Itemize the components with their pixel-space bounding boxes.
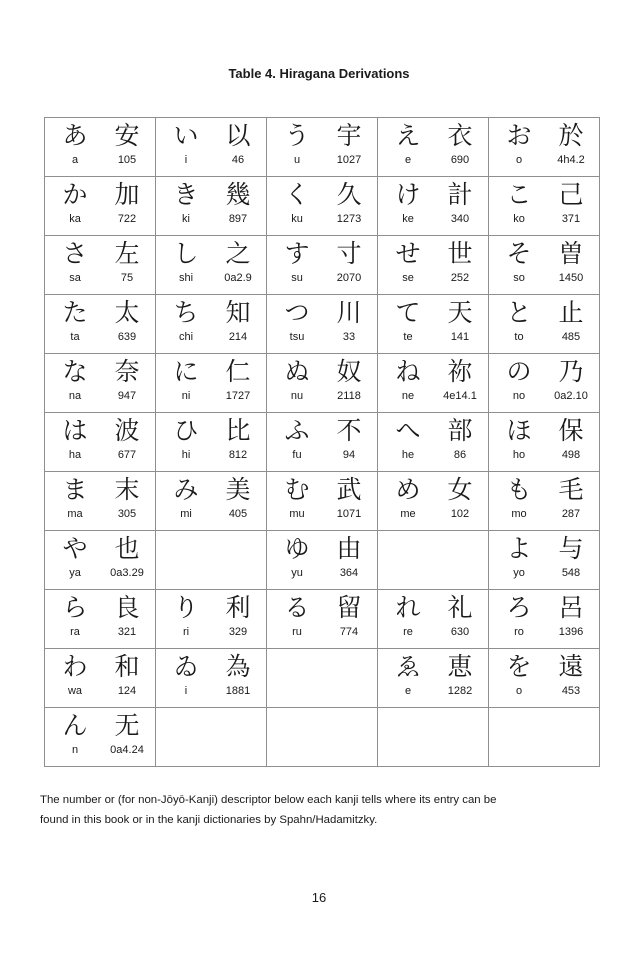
hiragana-character: そ — [506, 239, 532, 268]
romaji-label: nu — [290, 390, 304, 402]
kanji-reference: 102 — [450, 508, 470, 520]
source-kanji: 利 — [225, 593, 251, 622]
source-kanji: 祢 — [447, 357, 473, 386]
hiragana-character: ま — [62, 475, 88, 504]
hiragana-character: あ — [62, 121, 88, 150]
romaji-label: mu — [289, 508, 305, 520]
kana-cell — [267, 531, 378, 590]
source-kanji: 止 — [558, 298, 584, 327]
kana-cell — [45, 649, 156, 708]
kanji-reference: 1027 — [336, 154, 362, 166]
hiragana-character: ね — [395, 357, 421, 386]
kana-cell — [267, 177, 378, 236]
source-kanji: 和 — [114, 652, 140, 681]
kanji-reference: 690 — [450, 154, 470, 166]
romaji-label: ne — [401, 390, 415, 402]
kana-cell — [378, 177, 489, 236]
kana-cell — [156, 118, 267, 177]
empty-cell — [489, 708, 600, 767]
hiragana-character: ぬ — [284, 357, 310, 386]
source-kanji: 安 — [114, 121, 140, 150]
kanji-reference: 252 — [450, 272, 470, 284]
source-kanji: 加 — [114, 180, 140, 209]
romaji-label: ha — [68, 449, 82, 461]
romaji-label: mi — [180, 508, 192, 520]
kanji-reference: 33 — [342, 331, 356, 343]
source-kanji: 末 — [114, 475, 140, 504]
hiragana-character: ち — [173, 298, 199, 327]
hiragana-character: ふ — [284, 416, 310, 445]
kana-cell — [378, 590, 489, 649]
kana-cell — [378, 295, 489, 354]
romaji-label: ro — [514, 626, 524, 638]
kanji-reference: 1071 — [336, 508, 362, 520]
romaji-label: ta — [70, 331, 80, 343]
kana-cell — [489, 177, 600, 236]
hiragana-character: す — [284, 239, 310, 268]
hiragana-character: ろ — [506, 593, 532, 622]
empty-cell — [378, 531, 489, 590]
table-row — [45, 649, 600, 708]
source-kanji: 无 — [114, 711, 140, 740]
hiragana-character: い — [173, 121, 199, 150]
hiragana-derivations-table — [44, 117, 600, 767]
kana-cell — [45, 472, 156, 531]
kana-cell — [489, 295, 600, 354]
empty-cell — [267, 649, 378, 708]
romaji-label: e — [404, 685, 412, 697]
page-number: 16 — [311, 890, 327, 905]
kanji-reference: 947 — [117, 390, 137, 402]
kanji-reference: 812 — [228, 449, 248, 461]
empty-cell — [156, 531, 267, 590]
romaji-label: to — [514, 331, 524, 343]
hiragana-character: み — [173, 475, 199, 504]
romaji-label: ya — [69, 567, 81, 579]
romaji-label: su — [291, 272, 303, 284]
hiragana-character: り — [173, 593, 199, 622]
kanji-reference: 364 — [339, 567, 359, 579]
romaji-label: u — [293, 154, 301, 166]
kanji-reference: 677 — [117, 449, 137, 461]
source-kanji: 也 — [114, 534, 140, 563]
kanji-reference: 340 — [450, 213, 470, 225]
romaji-label: wa — [67, 685, 83, 697]
romaji-label: o — [515, 154, 523, 166]
source-kanji: 女 — [447, 475, 473, 504]
romaji-label: ku — [291, 213, 303, 225]
kana-cell — [156, 472, 267, 531]
kanji-reference: 105 — [117, 154, 137, 166]
empty-cell — [156, 708, 267, 767]
source-kanji: 曽 — [558, 239, 584, 268]
romaji-label: ki — [182, 213, 190, 225]
kanji-reference: 1881 — [225, 685, 251, 697]
source-kanji: 川 — [336, 298, 362, 327]
romaji-label: se — [402, 272, 414, 284]
kana-cell — [156, 413, 267, 472]
hiragana-character: な — [62, 357, 88, 386]
empty-cell — [267, 708, 378, 767]
kana-cell — [156, 649, 267, 708]
romaji-label: fu — [292, 449, 302, 461]
table-row — [45, 354, 600, 413]
kana-cell — [267, 472, 378, 531]
table-row — [45, 472, 600, 531]
kanji-reference: 405 — [228, 508, 248, 520]
kana-cell — [45, 531, 156, 590]
hiragana-character: し — [173, 239, 199, 268]
kanji-reference: 86 — [453, 449, 467, 461]
kanji-reference: 548 — [561, 567, 581, 579]
romaji-label: tsu — [289, 331, 305, 343]
kana-cell — [45, 295, 156, 354]
source-kanji: 波 — [114, 416, 140, 445]
kana-cell — [45, 354, 156, 413]
source-kanji: 礼 — [447, 593, 473, 622]
hiragana-character: も — [506, 475, 532, 504]
romaji-label: ri — [182, 626, 190, 638]
kanji-reference: 124 — [117, 685, 137, 697]
hiragana-character: え — [395, 121, 421, 150]
romaji-label: hi — [181, 449, 191, 461]
kanji-reference: 75 — [120, 272, 134, 284]
hiragana-character: は — [62, 416, 88, 445]
kana-cell — [45, 118, 156, 177]
kanji-reference: 305 — [117, 508, 137, 520]
kanji-reference: 0a3.29 — [110, 567, 144, 579]
romaji-label: so — [513, 272, 525, 284]
hiragana-character: お — [506, 121, 532, 150]
romaji-label: i — [184, 685, 188, 697]
romaji-label: re — [403, 626, 413, 638]
romaji-label: n — [71, 744, 79, 756]
source-kanji: 世 — [447, 239, 473, 268]
hiragana-character: ん — [62, 711, 88, 740]
kanji-reference: 214 — [228, 331, 248, 343]
hiragana-character: と — [506, 298, 532, 327]
source-kanji: 幾 — [225, 180, 251, 209]
source-kanji: 由 — [336, 534, 362, 563]
table-row — [45, 531, 600, 590]
source-kanji: 久 — [336, 180, 362, 209]
kana-cell — [45, 236, 156, 295]
kana-cell — [378, 354, 489, 413]
source-kanji: 仁 — [225, 357, 251, 386]
kana-cell — [45, 708, 156, 767]
table-row — [45, 708, 600, 767]
kana-cell — [156, 354, 267, 413]
hiragana-character: ほ — [506, 416, 532, 445]
source-kanji: 武 — [336, 475, 362, 504]
kanji-reference: 4e14.1 — [443, 390, 477, 402]
kana-cell — [489, 472, 600, 531]
hiragana-character: む — [284, 475, 310, 504]
source-kanji: 良 — [114, 593, 140, 622]
kana-cell — [489, 590, 600, 649]
kana-cell — [489, 118, 600, 177]
source-kanji: 為 — [225, 652, 251, 681]
kana-cell — [489, 413, 600, 472]
footnote-line-1: The number or (for non-Jōyō-Kanji) descriptor below each kanji tells where its entry can be — [40, 794, 497, 806]
source-kanji: 計 — [447, 180, 473, 209]
kanji-reference: 4h4.2 — [557, 154, 585, 166]
kana-cell — [267, 413, 378, 472]
kanji-reference: 0a2.9 — [224, 272, 252, 284]
hiragana-character: こ — [506, 180, 532, 209]
kanji-reference: 722 — [117, 213, 137, 225]
hiragana-character: わ — [62, 652, 88, 681]
romaji-label: a — [71, 154, 79, 166]
kanji-reference: 639 — [117, 331, 137, 343]
kanji-reference: 1396 — [558, 626, 584, 638]
kanji-reference: 1273 — [336, 213, 362, 225]
kanji-reference: 329 — [228, 626, 248, 638]
kana-cell — [489, 236, 600, 295]
source-kanji: 天 — [447, 298, 473, 327]
source-kanji: 奈 — [114, 357, 140, 386]
hiragana-character: け — [395, 180, 421, 209]
source-kanji: 比 — [225, 416, 251, 445]
table-row — [45, 413, 600, 472]
kanji-reference: 453 — [561, 685, 581, 697]
romaji-label: yo — [513, 567, 525, 579]
hiragana-character: る — [284, 593, 310, 622]
kanji-reference: 897 — [228, 213, 248, 225]
source-kanji: 奴 — [336, 357, 362, 386]
kana-cell — [45, 413, 156, 472]
source-kanji: 以 — [225, 121, 251, 150]
hiragana-character: う — [284, 121, 310, 150]
kana-cell — [45, 590, 156, 649]
romaji-label: te — [403, 331, 413, 343]
hiragana-character: て — [395, 298, 421, 327]
source-kanji: 美 — [225, 475, 251, 504]
kana-cell — [267, 354, 378, 413]
table-row — [45, 236, 600, 295]
kana-cell — [378, 118, 489, 177]
kana-cell — [489, 354, 600, 413]
kana-cell — [45, 177, 156, 236]
kanji-reference: 141 — [450, 331, 470, 343]
kanji-reference: 774 — [339, 626, 359, 638]
source-kanji: 己 — [558, 180, 584, 209]
source-kanji: 恵 — [447, 652, 473, 681]
romaji-label: ma — [67, 508, 83, 520]
kanji-reference: 46 — [231, 154, 245, 166]
kana-cell — [267, 118, 378, 177]
hiragana-character: ひ — [173, 416, 199, 445]
hiragana-character: ゐ — [173, 652, 199, 681]
kanji-reference: 321 — [117, 626, 137, 638]
romaji-label: yu — [291, 567, 303, 579]
romaji-label: ke — [402, 213, 414, 225]
table-row — [45, 590, 600, 649]
romaji-label: no — [512, 390, 526, 402]
kanji-reference: 0a2.10 — [554, 390, 588, 402]
source-kanji: 毛 — [558, 475, 584, 504]
romaji-label: he — [401, 449, 415, 461]
kanji-reference: 0a4.24 — [110, 744, 144, 756]
hiragana-character: の — [506, 357, 532, 386]
hiragana-character: ゑ — [395, 652, 421, 681]
romaji-label: o — [515, 685, 523, 697]
hiragana-character: か — [62, 180, 88, 209]
table-title: Table 4. Hiragana Derivations — [228, 66, 410, 81]
romaji-label: i — [184, 154, 188, 166]
kanji-reference: 1450 — [558, 272, 584, 284]
source-kanji: 衣 — [447, 121, 473, 150]
kana-cell — [156, 295, 267, 354]
source-kanji: 呂 — [558, 593, 584, 622]
hiragana-character: ゆ — [284, 534, 310, 563]
table-row — [45, 295, 600, 354]
kana-cell — [267, 295, 378, 354]
source-kanji: 遠 — [558, 652, 584, 681]
kanji-reference: 287 — [561, 508, 581, 520]
kanji-reference: 2070 — [336, 272, 362, 284]
romaji-label: ho — [512, 449, 526, 461]
hiragana-character: へ — [395, 416, 421, 445]
hiragana-character: や — [62, 534, 88, 563]
hiragana-character: を — [506, 652, 532, 681]
source-kanji: 知 — [225, 298, 251, 327]
source-kanji: 部 — [447, 416, 473, 445]
table-row — [45, 177, 600, 236]
kana-cell — [378, 413, 489, 472]
hiragana-character: つ — [284, 298, 310, 327]
kana-cell — [156, 236, 267, 295]
romaji-label: ru — [292, 626, 302, 638]
romaji-label: ka — [69, 213, 81, 225]
empty-cell — [378, 708, 489, 767]
source-kanji: 寸 — [336, 239, 362, 268]
hiragana-character: せ — [395, 239, 421, 268]
kanji-reference: 485 — [561, 331, 581, 343]
source-kanji: 不 — [336, 416, 362, 445]
hiragana-character: た — [62, 298, 88, 327]
source-kanji: 宇 — [336, 121, 362, 150]
kana-cell — [156, 177, 267, 236]
hiragana-character: に — [173, 357, 199, 386]
romaji-label: e — [404, 154, 412, 166]
kanji-reference: 630 — [450, 626, 470, 638]
kana-cell — [378, 649, 489, 708]
kanji-reference: 94 — [342, 449, 356, 461]
kana-cell — [267, 590, 378, 649]
source-kanji: 左 — [114, 239, 140, 268]
kana-cell — [378, 472, 489, 531]
romaji-label: ni — [181, 390, 191, 402]
romaji-label: ra — [70, 626, 80, 638]
kanji-reference: 1282 — [447, 685, 473, 697]
romaji-label: me — [400, 508, 416, 520]
hiragana-character: れ — [395, 593, 421, 622]
kanji-reference: 498 — [561, 449, 581, 461]
kanji-reference: 1727 — [225, 390, 251, 402]
hiragana-character: よ — [506, 534, 532, 563]
hiragana-character: め — [395, 475, 421, 504]
hiragana-character: く — [284, 180, 310, 209]
hiragana-character: さ — [62, 239, 88, 268]
romaji-label: ko — [513, 213, 525, 225]
romaji-label: sa — [69, 272, 81, 284]
source-kanji: 於 — [558, 121, 584, 150]
hiragana-character: き — [173, 180, 199, 209]
romaji-label: shi — [178, 272, 194, 284]
kana-cell — [378, 236, 489, 295]
table-row — [45, 118, 600, 177]
source-kanji: 乃 — [558, 357, 584, 386]
romaji-label: na — [68, 390, 82, 402]
footnote-line-2: found in this book or in the kanji dictionaries by Spahn/Hadamitzky. — [40, 814, 378, 826]
romaji-label: chi — [178, 331, 194, 343]
source-kanji: 与 — [558, 534, 584, 563]
table-footnote — [40, 790, 600, 830]
kana-cell — [489, 649, 600, 708]
kanji-reference: 371 — [561, 213, 581, 225]
hiragana-character: ら — [62, 593, 88, 622]
source-kanji: 留 — [336, 593, 362, 622]
kana-cell — [267, 236, 378, 295]
source-kanji: 太 — [114, 298, 140, 327]
kana-cell — [156, 590, 267, 649]
source-kanji: 保 — [558, 416, 584, 445]
romaji-label: mo — [511, 508, 527, 520]
kana-cell — [489, 531, 600, 590]
source-kanji: 之 — [225, 239, 251, 268]
kanji-reference: 2118 — [337, 390, 361, 402]
